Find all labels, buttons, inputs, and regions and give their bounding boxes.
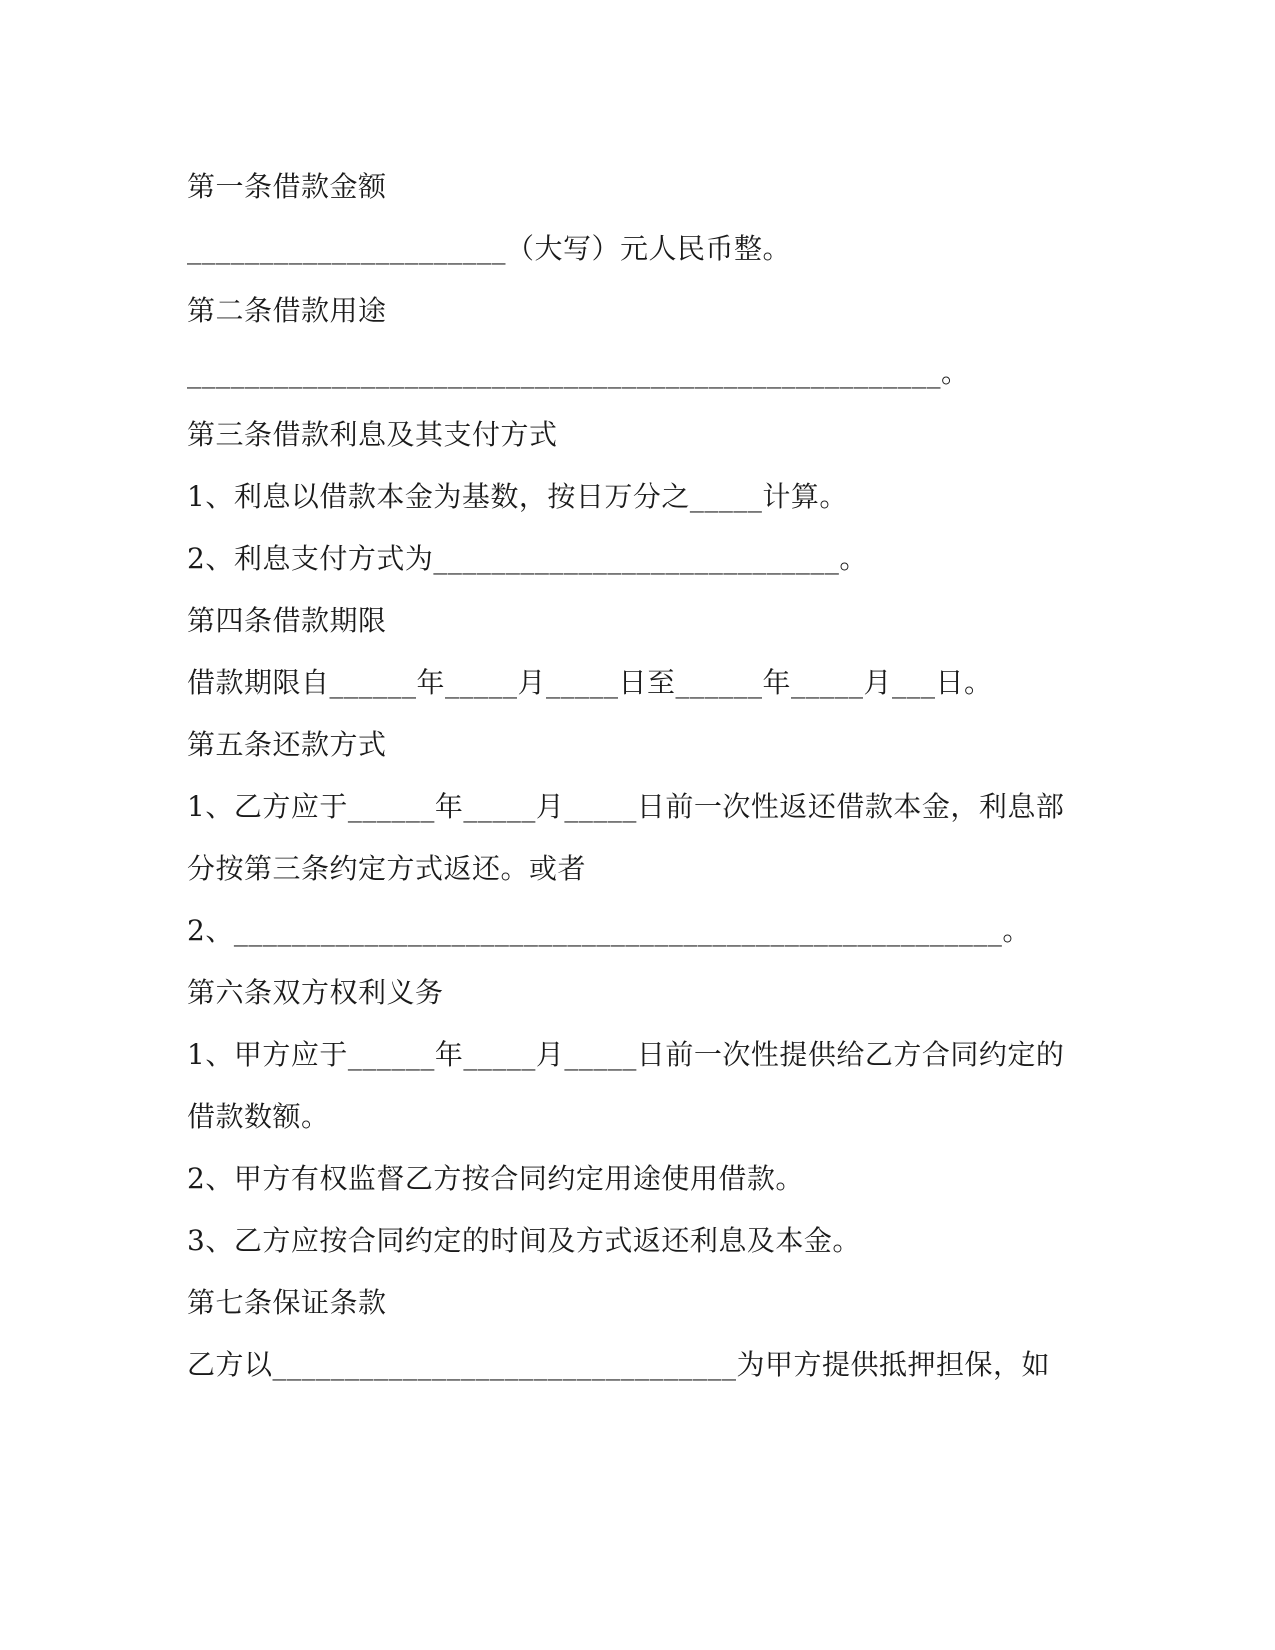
loan-amount-line: ______________________（大写）元人民币整。 — [187, 232, 792, 265]
article-2-heading: 第二条借款用途 — [187, 294, 387, 327]
interest-payment-line: 2、利息支付方式为____________________________。 — [187, 542, 868, 575]
repayment-line-2: 2、_____________________________________________________。 — [187, 914, 1031, 947]
repayment-line-1-cont: 分按第三条约定方式返还。或者 — [187, 852, 587, 885]
article-6-heading: 第六条双方权利义务 — [187, 976, 444, 1009]
rights-line-3: 3、乙方应按合同约定的时间及方式返还利息及本金。 — [187, 1224, 861, 1257]
article-1-heading: 第一条借款金额 — [187, 170, 387, 203]
rights-line-2: 2、甲方有权监督乙方按合同约定用途使用借款。 — [187, 1162, 804, 1195]
guarantee-line-1: 乙方以________________________________为甲方提供抵押担保，如 — [187, 1348, 1051, 1381]
article-7-heading: 第七条保证条款 — [187, 1286, 387, 1319]
loan-purpose-line: ____________________________________________________。 — [187, 356, 970, 389]
article-4-heading: 第四条借款期限 — [187, 604, 387, 637]
article-5-heading: 第五条还款方式 — [187, 728, 387, 761]
rights-line-1: 1、甲方应于______年_____月_____日前一次性提供给乙方合同约定的 — [187, 1038, 1065, 1071]
repayment-line-1: 1、乙方应于______年_____月_____日前一次性返还借款本金，利息部 — [187, 790, 1065, 823]
rights-line-1-cont: 借款数额。 — [187, 1100, 330, 1133]
article-3-heading: 第三条借款利息及其支付方式 — [187, 418, 558, 451]
interest-rate-line: 1、利息以借款本金为基数，按日万分之_____计算。 — [187, 480, 848, 513]
loan-term-line: 借款期限自______年_____月_____日至______年_____月___日。 — [187, 666, 993, 699]
